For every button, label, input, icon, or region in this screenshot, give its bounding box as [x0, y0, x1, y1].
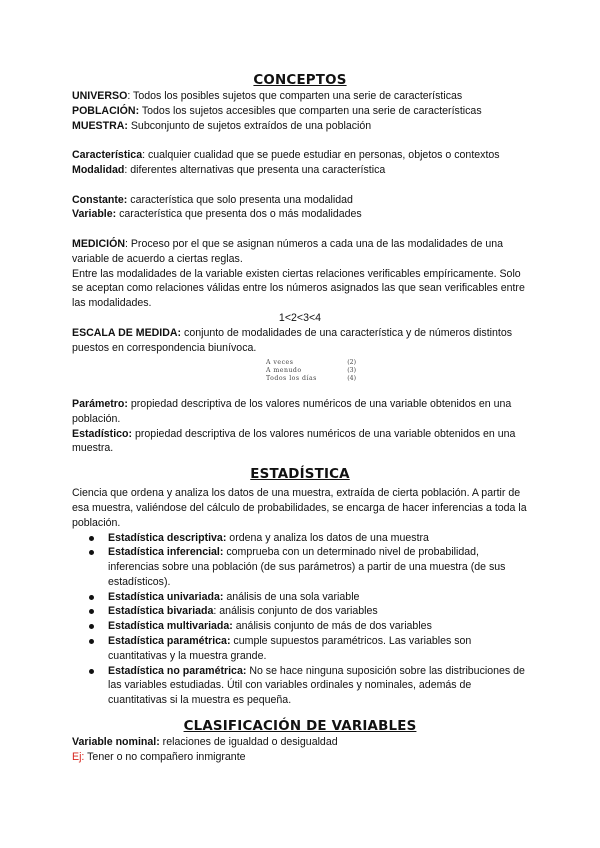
bullet-icon	[89, 536, 94, 541]
term-caracteristica: Característica	[72, 149, 143, 162]
item-text: cumple supuestos paramétricos. Las variables son cuantitativas y la muestra grande.	[108, 635, 472, 662]
term-poblacion: POBLACIÓN:	[72, 104, 140, 117]
item-term: Estadística descriptiva:	[108, 531, 227, 544]
estadistica-types-list	[72, 531, 528, 709]
item-text: No se hace ninguna suposición sobre las distribuciones de las variables estudiadas. Útil con variables ordinales y nominales, además de cuantitativas si la muestra es pequeña.	[108, 664, 525, 707]
text-variable: característica que presenta dos o más modalidades	[116, 208, 362, 221]
list-item	[108, 531, 528, 546]
bullet-icon	[89, 669, 94, 674]
def-universo	[72, 89, 528, 104]
heading-conceptos: CONCEPTOS	[253, 73, 347, 88]
spacer	[72, 382, 528, 397]
heading-estadistica: ESTADÍSTICA	[250, 467, 350, 483]
term-muestra: MUESTRA:	[72, 119, 128, 132]
text-constante: característica que solo presenta una modalidad	[127, 193, 353, 206]
spacer	[72, 178, 528, 193]
text-estadistico: propiedad descriptiva de los valores numéricos de una variable obtenidos en una muestra.	[72, 427, 516, 455]
scale-label: Todos los días	[266, 374, 317, 382]
def-caracteristica	[72, 148, 528, 163]
heading-clasificacion: CLASIFICACIÓN DE VARIABLES	[183, 719, 417, 735]
term-medicion: MEDICIÓN	[72, 237, 125, 250]
text-modalidad: : diferentes alternativas que presenta una característica	[124, 163, 386, 176]
medicion-paragraph: Entre las modalidades de la variable existen ciertas relaciones verificables empíricamente. Solo se aceptan como relaciones válidas entre los números asignados las que sean verificables entre las modalidades.	[72, 267, 525, 310]
list-item	[108, 619, 528, 634]
text-caracteristica: : cualquier cualidad que se puede estudiar en personas, objetos o contextos	[142, 149, 500, 162]
def-medicion	[72, 237, 528, 267]
list-item	[108, 590, 528, 605]
spacer	[72, 222, 528, 237]
term-estadistico: Estadístico:	[72, 427, 133, 440]
document-page	[72, 72, 528, 765]
term-modalidad: Modalidad	[72, 163, 125, 176]
text-poblacion: Todos los sujetos accesibles que comparten una serie de características	[139, 104, 482, 117]
item-text: análisis de una sola variable	[223, 590, 360, 603]
list-item	[108, 545, 528, 589]
text-parametro: propiedad descriptiva de los valores numéricos de una variable obtenidos en una población.	[72, 397, 512, 425]
text-variable-nominal: relaciones de igualdad o desigualdad	[159, 736, 338, 749]
example-label: Ej:	[72, 750, 85, 763]
item-term: Estadística multivariada:	[108, 620, 233, 633]
list-item	[108, 604, 528, 619]
def-variable	[72, 207, 528, 222]
scale-row	[266, 375, 356, 383]
def-poblacion	[72, 104, 528, 119]
text-medicion: : Proceso por el que se asignan números a cada una de las modalidades de una variable de acuerdo a ciertas reglas.	[72, 237, 504, 265]
scale-label: A veces	[266, 359, 294, 367]
term-universo: UNIVERSO	[72, 90, 128, 102]
def-parametro	[72, 397, 528, 427]
example-line	[72, 750, 528, 765]
scale-label: A menudo	[266, 366, 302, 374]
item-term: Estadística no paramétrica:	[108, 664, 247, 677]
inequality: 1<2<3<4	[278, 311, 322, 324]
item-term: Estadística bivariada	[108, 605, 214, 618]
spacer	[72, 133, 528, 148]
item-text: ordena y analiza los datos de una muestra	[226, 531, 429, 544]
item-term: Estadística inferencial:	[108, 546, 224, 559]
list-item	[108, 664, 528, 708]
def-muestra	[72, 119, 528, 134]
text-universo: : Todos los posibles sujetos que comparten una serie de características	[127, 90, 463, 102]
scale-row	[266, 367, 356, 375]
bullet-icon	[89, 624, 94, 629]
def-escala	[72, 326, 528, 356]
item-term: Estadística univariada:	[108, 590, 224, 603]
bullet-icon	[89, 609, 94, 614]
scale-row	[266, 359, 356, 367]
estadistica-intro: Ciencia que ordena y analiza los datos de una muestra, extraída de cierta población. A partir de esa muestra, valiéndose del cálculo de probabilidades, se encarga de hacer inferencias a toda la población.	[72, 487, 527, 529]
scale-figure	[266, 359, 356, 382]
bullet-icon	[89, 639, 94, 644]
def-constante	[72, 193, 528, 208]
term-parametro: Parámetro:	[72, 397, 128, 410]
list-item	[108, 634, 528, 664]
text-escala: conjunto de modalidades de una característica y de números distintos puestos en correspondencia biunívoca.	[72, 326, 513, 354]
scale-value: (3)	[347, 366, 356, 374]
bullet-icon	[89, 595, 94, 600]
item-text: comprueba con un determinado nivel de probabilidad, inferencias sobre una población (de sus parámetros) a partir de una muestra (de sus estadísticos).	[108, 546, 506, 588]
term-variable: Variable:	[72, 208, 117, 221]
item-term: Estadística paramétrica:	[108, 635, 231, 648]
item-text: análisis conjunto de más de dos variables	[232, 620, 432, 633]
term-escala: ESCALA DE MEDIDA:	[72, 326, 182, 339]
scale-value: (2)	[347, 359, 356, 367]
example-text: Tener o no compañero inmigrante	[84, 750, 246, 763]
def-estadistico	[72, 427, 528, 457]
def-modalidad	[72, 163, 528, 178]
text-muestra: Subconjunto de sujetos extraídos de una población	[127, 119, 372, 132]
bullet-icon	[89, 550, 94, 555]
term-constante: Constante:	[72, 193, 128, 206]
scale-value: (4)	[347, 374, 356, 382]
term-variable-nominal: Variable nominal:	[72, 736, 160, 749]
item-text: : análisis conjunto de dos variables	[213, 605, 378, 618]
def-variable-nominal	[72, 735, 528, 750]
